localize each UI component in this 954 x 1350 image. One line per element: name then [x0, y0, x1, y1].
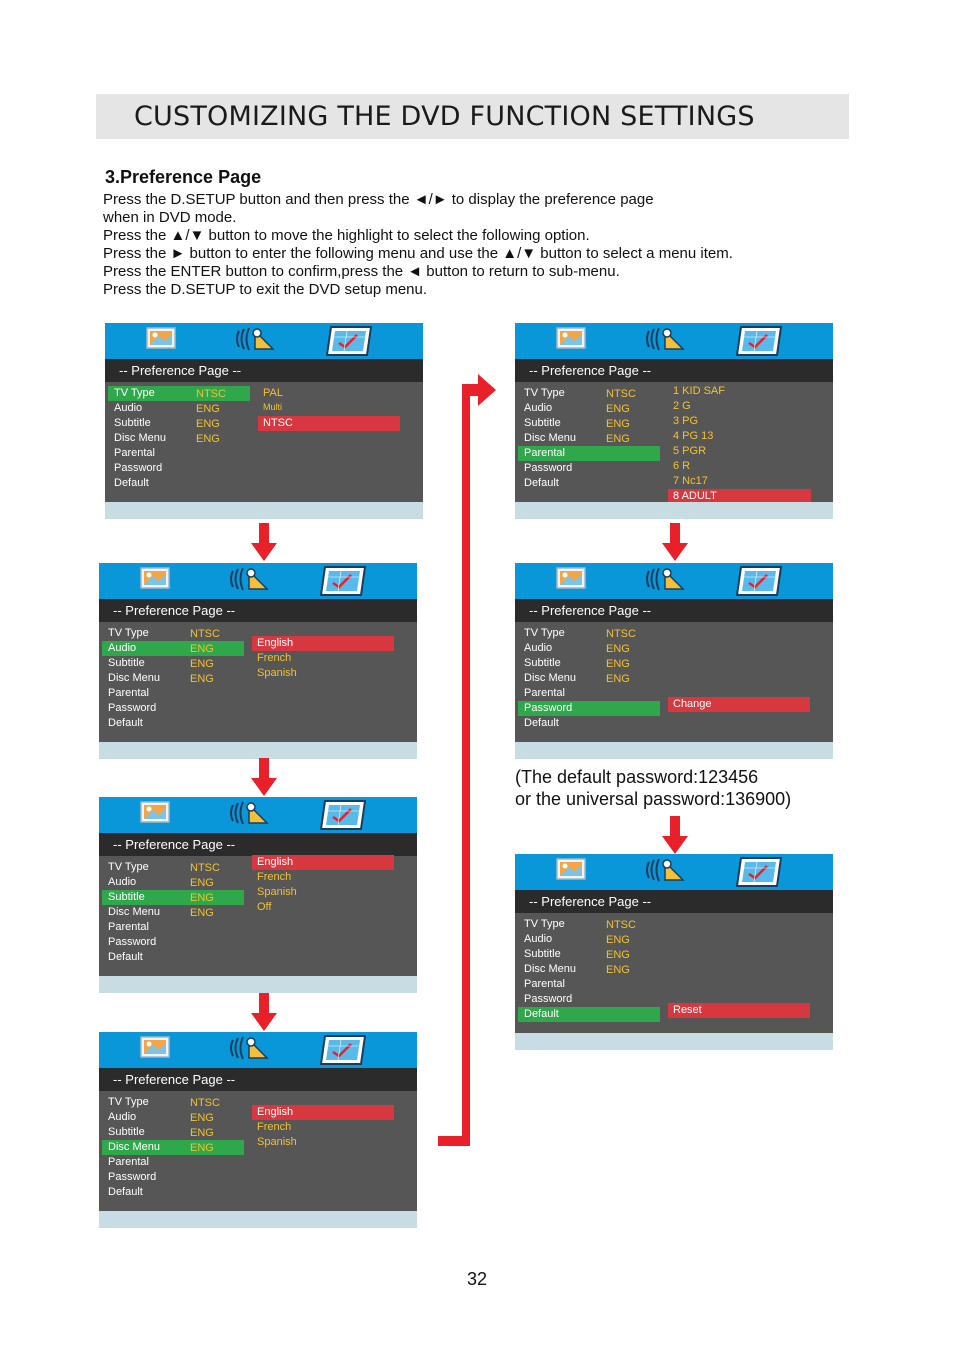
menu-label[interactable]: Subtitle — [108, 657, 145, 669]
menu-value: NTSC — [606, 628, 636, 640]
menu-option[interactable]: 3 PG — [673, 415, 699, 427]
screen-tv-type — [105, 323, 423, 519]
menu-value: ENG — [190, 877, 214, 889]
menu-option[interactable]: French — [257, 871, 292, 883]
menu-value: ENG — [606, 403, 630, 415]
menu-label[interactable]: Audio — [108, 1111, 137, 1123]
menu-label[interactable]: TV Type — [524, 918, 565, 930]
menu-label[interactable]: Subtitle — [524, 948, 561, 960]
menu-option[interactable]: Reset — [673, 1004, 702, 1016]
menu-label[interactable]: Subtitle — [524, 417, 561, 429]
menu-label[interactable]: Audio — [108, 642, 137, 654]
menu-label[interactable]: Default — [108, 951, 143, 963]
screen-bottombar — [515, 502, 833, 519]
screen-topbar — [515, 323, 833, 359]
down-arrow-icon — [251, 993, 277, 1031]
screen-topbar — [105, 323, 423, 359]
menu-option[interactable]: NTSC — [263, 417, 293, 429]
speaker-icon — [227, 1034, 273, 1067]
menu-label[interactable]: Disc Menu — [524, 963, 576, 975]
menu-label[interactable]: Default — [108, 1186, 143, 1198]
screen-bottombar — [99, 742, 417, 759]
menu-label[interactable]: Password — [108, 936, 157, 948]
screen-title: -- Preference Page -- — [113, 837, 236, 852]
menu-label[interactable]: TV Type — [108, 627, 149, 639]
menu-value: ENG — [196, 433, 220, 445]
menu-value: ENG — [606, 658, 630, 670]
menu-label[interactable]: Parental — [524, 978, 565, 990]
menu-value: NTSC — [190, 862, 220, 874]
menu-value: ENG — [606, 433, 630, 445]
menu-option[interactable]: French — [257, 652, 292, 664]
screen-topbar — [515, 854, 833, 890]
monitor-icon — [735, 325, 783, 362]
menu-option[interactable]: 8 ADULT — [673, 490, 717, 502]
picture-icon — [145, 325, 179, 356]
note-line: or the universal password:136900) — [515, 789, 792, 809]
menu-option[interactable]: French — [257, 1121, 292, 1133]
menu-value: ENG — [190, 907, 214, 919]
menu-label[interactable]: Password — [524, 702, 573, 714]
menu-label[interactable]: Password — [524, 462, 573, 474]
screen-password — [515, 563, 833, 759]
screen-audio — [99, 563, 417, 759]
screen-default — [515, 854, 833, 1050]
menu-label[interactable]: Disc Menu — [524, 432, 576, 444]
menu-option[interactable]: 1 KID SAF — [673, 385, 725, 397]
menu-label[interactable]: Subtitle — [524, 657, 561, 669]
menu-label[interactable]: Audio — [524, 402, 553, 414]
menu-value: ENG — [606, 949, 630, 961]
menu-label[interactable]: Disc Menu — [108, 672, 160, 684]
menu-label[interactable]: Default — [524, 717, 559, 729]
picture-icon — [555, 565, 589, 596]
menu-value: NTSC — [190, 1097, 220, 1109]
menu-label[interactable]: TV Type — [108, 861, 149, 873]
menu-value: ENG — [606, 673, 630, 685]
menu-option[interactable]: English — [257, 856, 294, 868]
menu-label[interactable]: Password — [108, 1171, 157, 1183]
menu-label[interactable]: TV Type — [524, 627, 565, 639]
screen-title: -- Preference Page -- — [529, 894, 652, 909]
menu-value: ENG — [190, 658, 214, 670]
monitor-icon — [735, 565, 783, 602]
menu-label[interactable]: Default — [524, 477, 559, 489]
instructions — [103, 191, 733, 299]
menu-value: ENG — [190, 1127, 214, 1139]
menu-value: ENG — [196, 418, 220, 430]
speaker-icon — [227, 799, 273, 832]
connector-arrow-icon — [430, 370, 500, 1150]
down-arrow-icon — [251, 758, 277, 796]
down-arrow-icon — [662, 816, 688, 854]
instruction-line: Press the D.SETUP to exit the DVD setup menu. — [103, 281, 428, 298]
down-arrow-icon — [662, 523, 688, 561]
speaker-icon — [233, 325, 279, 358]
menu-value: ENG — [606, 964, 630, 976]
instruction-line: Press the D.SETUP button and then press the ◄/► to display the preference page — [103, 191, 654, 208]
menu-value: NTSC — [606, 388, 636, 400]
menu-value: NTSC — [606, 919, 636, 931]
monitor-icon — [319, 565, 367, 602]
menu-label[interactable]: Default — [114, 477, 149, 489]
menu-label[interactable]: Parental — [114, 447, 155, 459]
menu-value: ENG — [606, 418, 630, 430]
monitor-icon — [319, 1034, 367, 1071]
menu-value: NTSC — [190, 628, 220, 640]
page-number: 32 — [466, 1269, 488, 1289]
picture-icon — [555, 856, 589, 887]
page-title: CUSTOMIZING THE DVD FUNCTION SETTINGS — [134, 101, 755, 132]
screen-title: -- Preference Page -- — [529, 363, 652, 378]
menu-label[interactable]: Subtitle — [108, 891, 145, 903]
menu-value: ENG — [606, 934, 630, 946]
screen-bottombar — [515, 1033, 833, 1050]
screen-subtitle — [99, 797, 417, 993]
menu-label[interactable]: Parental — [108, 687, 149, 699]
menu-label[interactable]: Audio — [114, 402, 143, 414]
screen-title: -- Preference Page -- — [113, 1072, 236, 1087]
menu-value: NTSC — [196, 388, 226, 400]
menu-option[interactable]: PAL — [263, 387, 283, 399]
menu-value: ENG — [190, 892, 214, 904]
menu-label[interactable]: Parental — [524, 687, 565, 699]
screen-titlebar — [515, 359, 833, 382]
menu-label[interactable]: TV Type — [524, 387, 565, 399]
menu-label[interactable]: Subtitle — [108, 1126, 145, 1138]
menu-option[interactable]: Spanish — [257, 667, 297, 679]
instruction-line: Press the ENTER button to confirm,press the ◄ button to return to sub-menu. — [103, 263, 620, 280]
menu-label[interactable]: Disc Menu — [108, 906, 160, 918]
screen-titlebar — [515, 890, 833, 913]
screen-titlebar — [99, 1068, 417, 1091]
picture-icon — [139, 565, 173, 596]
menu-label[interactable]: Audio — [524, 642, 553, 654]
menu-label[interactable]: TV Type — [114, 387, 155, 399]
menu-label[interactable]: Audio — [524, 933, 553, 945]
menu-option[interactable]: 5 PGR — [673, 445, 707, 457]
menu-option[interactable]: 7 Nc17 — [673, 475, 708, 487]
menu-option[interactable]: Spanish — [257, 1136, 297, 1148]
menu-label[interactable]: Disc Menu — [114, 432, 166, 444]
menu-value: ENG — [190, 1142, 214, 1154]
screen-title: -- Preference Page -- — [119, 363, 242, 378]
screen-titlebar — [99, 833, 417, 856]
speaker-icon — [227, 565, 273, 598]
screen-bottombar — [105, 502, 423, 519]
menu-label[interactable]: Password — [524, 993, 573, 1005]
menu-option[interactable]: 2 G — [673, 400, 691, 412]
picture-icon — [139, 799, 173, 830]
monitor-icon — [735, 856, 783, 893]
screen-topbar — [99, 797, 417, 833]
menu-label[interactable]: Parental — [108, 921, 149, 933]
menu-label[interactable]: TV Type — [108, 1096, 149, 1108]
screen-parental — [515, 323, 833, 519]
speaker-icon — [643, 325, 689, 358]
menu-value: ENG — [196, 403, 220, 415]
menu-label[interactable]: Disc Menu — [108, 1141, 160, 1153]
menu-label[interactable]: Audio — [108, 876, 137, 888]
menu-option[interactable]: Off — [257, 901, 272, 913]
instruction-line: Press the ▲/▼ button to move the highlight to select the following option. — [103, 227, 590, 244]
menu-value: ENG — [606, 643, 630, 655]
screen-title: -- Preference Page -- — [529, 603, 652, 618]
menu-option[interactable]: English — [257, 637, 294, 649]
instruction-line: when in DVD mode. — [103, 209, 237, 226]
screen-topbar — [99, 563, 417, 599]
menu-label[interactable]: Password — [108, 702, 157, 714]
monitor-icon — [319, 799, 367, 836]
screen-title: -- Preference Page -- — [113, 603, 236, 618]
screen-bottombar — [99, 1211, 417, 1228]
screen-bottombar — [99, 976, 417, 993]
instruction-line: Press the ► button to enter the following menu and use the ▲/▼ button to select a menu item. — [103, 245, 733, 262]
menu-label[interactable]: Default — [524, 1008, 559, 1020]
screen-topbar — [515, 563, 833, 599]
menu-option[interactable]: Spanish — [257, 886, 297, 898]
picture-icon — [555, 325, 589, 356]
menu-label[interactable]: Password — [114, 462, 163, 474]
menu-label[interactable]: Parental — [108, 1156, 149, 1168]
section-title: 3.Preference Page — [105, 167, 262, 187]
menu-option[interactable]: Multi — [263, 402, 283, 412]
header-band — [96, 94, 849, 139]
menu-value: ENG — [190, 643, 214, 655]
speaker-icon — [643, 856, 689, 889]
menu-option[interactable]: English — [257, 1106, 294, 1118]
menu-value: ENG — [190, 673, 214, 685]
note-line: (The default password:123456 — [515, 767, 759, 787]
screen-titlebar — [105, 359, 423, 382]
menu-option[interactable]: 4 PG 13 — [673, 430, 714, 442]
screen-titlebar — [99, 599, 417, 622]
screen-disc-menu — [99, 1032, 417, 1228]
speaker-icon — [643, 565, 689, 598]
monitor-icon — [325, 325, 373, 362]
screen-bottombar — [515, 742, 833, 759]
password-note — [515, 766, 791, 810]
screen-titlebar — [515, 599, 833, 622]
picture-icon — [139, 1034, 173, 1065]
menu-option[interactable]: Change — [673, 698, 712, 710]
down-arrow-icon — [251, 523, 277, 561]
menu-label[interactable]: Disc Menu — [524, 672, 576, 684]
menu-option[interactable]: 6 R — [673, 460, 691, 472]
screen-topbar — [99, 1032, 417, 1068]
menu-value: ENG — [190, 1112, 214, 1124]
menu-label[interactable]: Parental — [524, 447, 565, 459]
menu-label[interactable]: Subtitle — [114, 417, 151, 429]
menu-label[interactable]: Default — [108, 717, 143, 729]
